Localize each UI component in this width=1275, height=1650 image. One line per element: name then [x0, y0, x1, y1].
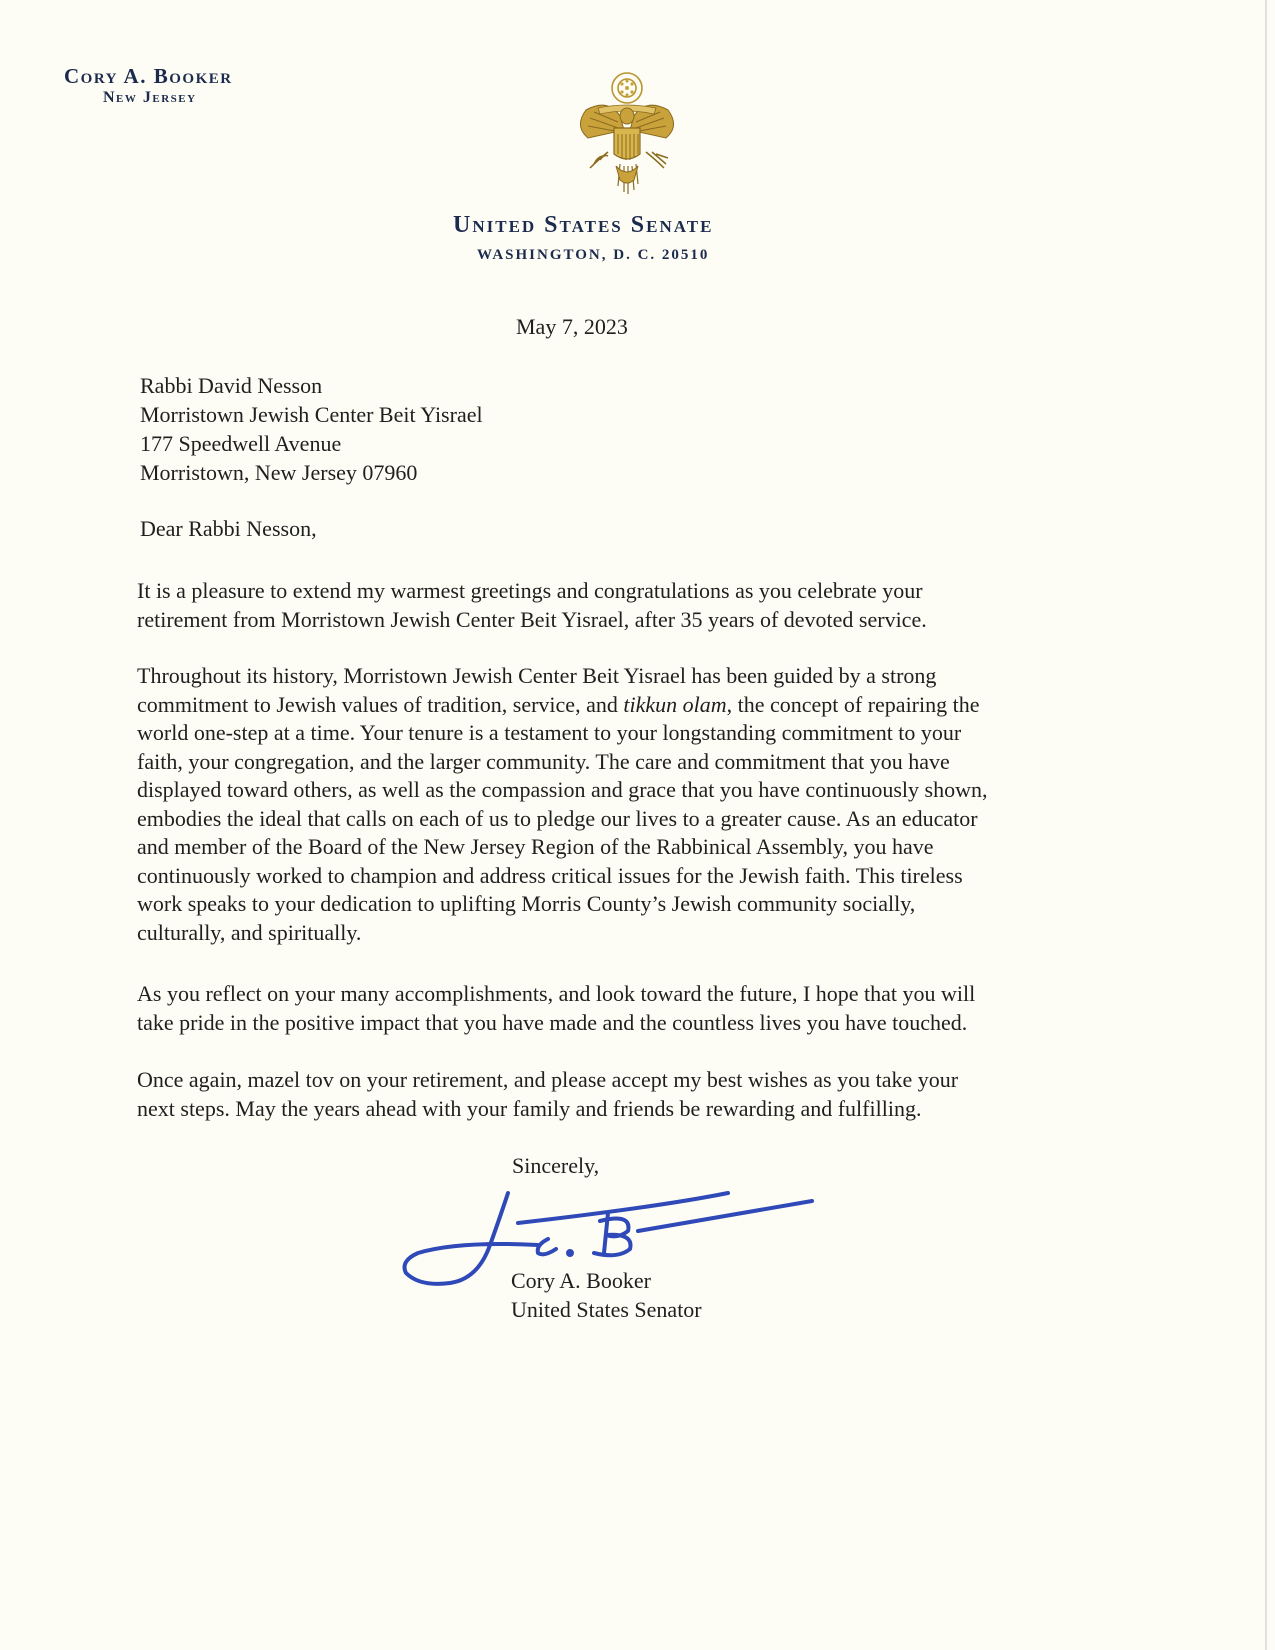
- sender-state: New Jersey: [103, 89, 197, 106]
- line-text: commitment to Jewish values of tradition, service, and: [137, 691, 624, 717]
- paragraph-line: retirement from Morristown Jewish Center Beit Yisrael, after 35 years of devoted service.: [137, 606, 927, 632]
- paragraph-line: displayed toward others, as well as the compassion and grace that you have continuously shown,: [137, 777, 988, 802]
- senate-address: WASHINGTON, D. C. 20510: [477, 247, 710, 263]
- closing: Sincerely,: [512, 1153, 600, 1178]
- page-edge: [1265, 0, 1267, 1650]
- paragraph-line: work speaks to your dedication to uplifting Morris County’s Jewish community socially,: [137, 891, 916, 916]
- paragraph-line: take pride in the positive impact that you have made and the countless lives you have touched.: [137, 1009, 968, 1035]
- senate-name: United States Senate: [453, 212, 714, 238]
- recipient-line: Rabbi David Nesson: [140, 373, 323, 398]
- salutation: Dear Rabbi Nesson,: [140, 516, 317, 541]
- signer-title: United States Senator: [511, 1297, 702, 1322]
- recipient-line: Morristown, New Jersey 07960: [140, 460, 418, 485]
- sender-name: Cory A. Booker: [64, 64, 233, 88]
- paragraph-line: It is a pleasure to extend my warmest greetings and congratulations as you celebrate your: [137, 578, 923, 603]
- paragraph-line: Throughout its history, Morristown Jewish Center Beit Yisrael has been guided by a strong: [137, 663, 937, 688]
- letter-date: May 7, 2023: [516, 314, 628, 339]
- senate-seal-icon: [568, 68, 686, 200]
- paragraph-line: embodies the ideal that calls on each of us to pledge our lives to a greater cause. As an educator: [137, 805, 978, 831]
- paragraph-1: [137, 577, 1117, 634]
- paragraph-line: As you reflect on your many accomplishments, and look toward the future, I hope that you will: [137, 981, 976, 1006]
- paragraph-line: next steps. May the years ahead with your family and friends be rewarding and fulfilling.: [137, 1095, 922, 1121]
- paragraph-line: and member of the Board of the New Jersey Region of the Rabbinical Assembly, you have: [137, 834, 934, 859]
- line-text: , the concept of repairing the: [726, 691, 980, 717]
- paragraph-line: continuously worked to champion and address critical issues for the Jewish faith. This tireless: [137, 862, 963, 888]
- paragraph-2: [137, 662, 1117, 947]
- paragraph-3: [137, 980, 1117, 1037]
- paragraph-line: Once again, mazel tov on your retirement, and please accept my best wishes as you take your: [137, 1067, 959, 1092]
- signer-name: Cory A. Booker: [511, 1268, 651, 1293]
- italic-phrase: tikkun olam: [623, 691, 727, 717]
- paragraph-line: world one-step at a time. Your tenure is a testament to your longstanding commitment to your: [137, 720, 962, 745]
- recipient-line: Morristown Jewish Center Beit Yisrael: [140, 402, 483, 427]
- paragraph-4: [137, 1066, 1117, 1123]
- paragraph-line: culturally, and spiritually.: [137, 919, 362, 945]
- recipient-line: 177 Speedwell Avenue: [140, 431, 342, 456]
- recipient-address-block: [140, 371, 483, 487]
- paragraph-line: [137, 691, 1117, 720]
- paragraph-line: faith, your congregation, and the larger community. The care and commitment that you have: [137, 748, 950, 774]
